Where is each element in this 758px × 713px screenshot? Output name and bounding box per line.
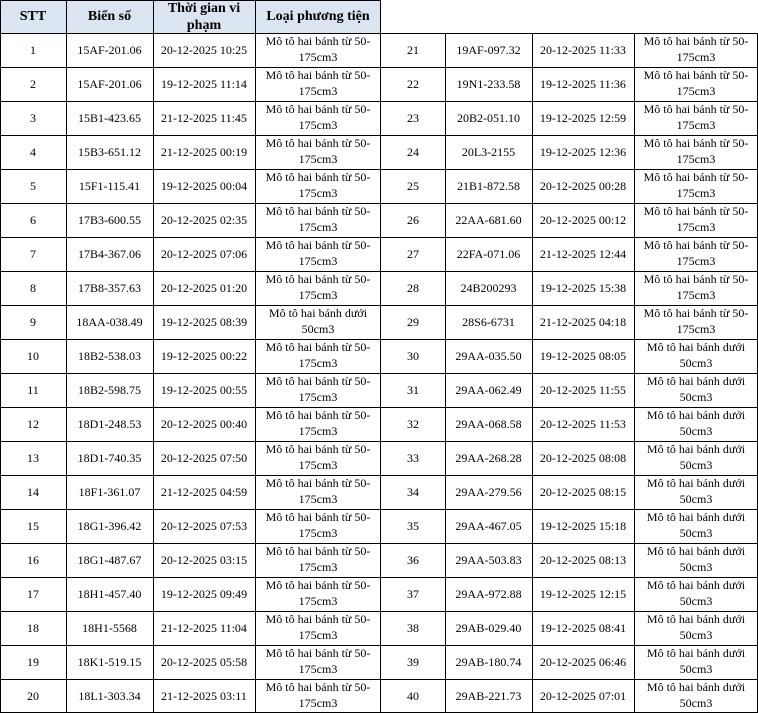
row-plate: 18G1-396.42	[77, 519, 142, 533]
row-time: 21-12-2025 11:45	[161, 111, 247, 125]
row-stt: 13	[27, 451, 39, 465]
row-vehicle-type: Mô tô hai bánh từ 50-175cm3	[265, 408, 371, 438]
row-stt: 9	[30, 315, 36, 329]
row-vehicle-type: Mô tô hai bánh dưới 50cm3	[646, 340, 746, 370]
grid-line	[0, 237, 758, 238]
grid-line	[0, 679, 758, 680]
header-vehicle-type: Loại phương tiện	[266, 8, 370, 24]
row-time: 19-12-2025 08:05	[539, 349, 627, 363]
grid-line	[0, 0, 1, 713]
row-stt: 11	[27, 383, 39, 397]
row-vehicle-type: Mô tô hai bánh từ 50-175cm3	[265, 612, 371, 642]
row-vehicle-type: Mô tô hai bánh dưới 50cm3	[646, 476, 746, 506]
row-vehicle-type: Mô tô hai bánh từ 50-175cm3	[643, 204, 749, 234]
row-time: 19-12-2025 00:55	[160, 383, 248, 397]
row-stt: 2	[30, 77, 36, 91]
row-time: 20-12-2025 11:55	[540, 383, 626, 397]
row-plate: 18G1-487.67	[77, 553, 142, 567]
row-stt: 34	[407, 485, 419, 499]
row-plate: 17B4-367.06	[78, 247, 141, 261]
row-time: 19-12-2025 15:18	[539, 519, 627, 533]
grid-line	[0, 577, 758, 578]
row-time: 20-12-2025 01:20	[160, 281, 248, 295]
grid-line	[0, 305, 758, 306]
row-vehicle-type: Mô tô hai bánh từ 50-175cm3	[265, 102, 371, 132]
row-time: 21-12-2025 04:59	[160, 485, 248, 499]
row-plate: 29AB-029.40	[455, 621, 522, 635]
grid-line	[0, 373, 758, 374]
row-vehicle-type: Mô tô hai bánh từ 50-175cm3	[643, 68, 749, 98]
grid-line	[153, 0, 154, 713]
row-stt: 21	[407, 43, 419, 57]
row-plate: 21B1-872.58	[457, 179, 520, 193]
row-time: 20-12-2025 06:46	[539, 655, 627, 669]
row-vehicle-type: Mô tô hai bánh từ 50-175cm3	[265, 442, 371, 472]
grid-line	[380, 0, 381, 713]
row-plate: 29AA-972.88	[455, 587, 522, 601]
row-stt: 16	[27, 553, 39, 567]
header-stt: STT	[19, 8, 47, 24]
row-plate: 29AA-062.49	[455, 383, 522, 397]
row-plate: 29AA-279.56	[455, 485, 522, 499]
row-stt: 23	[407, 111, 419, 125]
row-vehicle-type: Mô tô hai bánh từ 50-175cm3	[265, 238, 371, 268]
row-time: 21-12-2025 04:18	[539, 315, 627, 329]
row-stt: 17	[27, 587, 39, 601]
row-time: 20-12-2025 00:12	[539, 213, 627, 227]
row-vehicle-type: Mô tô hai bánh từ 50-175cm3	[643, 34, 749, 64]
row-stt: 29	[407, 315, 419, 329]
row-time: 20-12-2025 07:01	[539, 689, 627, 703]
row-plate: 17B8-357.63	[78, 281, 141, 295]
row-plate: 18H1-457.40	[77, 587, 142, 601]
row-stt: 28	[407, 281, 419, 295]
row-time: 20-12-2025 07:50	[160, 451, 248, 465]
grid-line	[0, 101, 758, 102]
row-plate: 18D1-248.53	[77, 417, 142, 431]
row-time: 21-12-2025 11:04	[161, 621, 247, 635]
row-time: 19-12-2025 11:14	[161, 77, 247, 91]
row-vehicle-type: Mô tô hai bánh từ 50-175cm3	[643, 272, 749, 302]
row-stt: 40	[407, 689, 419, 703]
row-vehicle-type: Mô tô hai bánh dưới 50cm3	[646, 408, 746, 438]
row-vehicle-type: Mô tô hai bánh từ 50-175cm3	[265, 374, 371, 404]
row-time: 21-12-2025 00:19	[160, 145, 248, 159]
row-vehicle-type: Mô tô hai bánh dưới 50cm3	[646, 544, 746, 574]
row-stt: 14	[27, 485, 39, 499]
row-time: 19-12-2025 08:39	[160, 315, 248, 329]
row-plate: 20B2-051.10	[457, 111, 520, 125]
grid-line	[255, 0, 256, 713]
row-vehicle-type: Mô tô hai bánh từ 50-175cm3	[265, 578, 371, 608]
row-vehicle-type: Mô tô hai bánh dưới 50cm3	[268, 306, 368, 336]
row-stt: 24	[407, 145, 419, 159]
row-vehicle-type: Mô tô hai bánh từ 50-175cm3	[265, 170, 371, 200]
row-time: 20-12-2025 05:58	[160, 655, 248, 669]
row-vehicle-type: Mô tô hai bánh từ 50-175cm3	[643, 136, 749, 166]
row-plate: 29AA-068.58	[455, 417, 522, 431]
row-vehicle-type: Mô tô hai bánh từ 50-175cm3	[643, 306, 749, 336]
row-time: 20-12-2025 00:40	[160, 417, 248, 431]
row-time: 20-12-2025 02:35	[160, 213, 248, 227]
row-plate: 18F1-361.07	[78, 485, 141, 499]
row-time: 20-12-2025 07:53	[160, 519, 248, 533]
row-plate: 20L3-2155	[461, 145, 516, 159]
row-time: 19-12-2025 12:36	[539, 145, 627, 159]
row-plate: 24B200293	[460, 281, 517, 295]
row-stt: 5	[30, 179, 36, 193]
row-time: 19-12-2025 09:49	[160, 587, 248, 601]
row-plate: 28S6-6731	[462, 315, 515, 329]
row-plate: 29AA-035.50	[455, 349, 522, 363]
row-stt: 7	[30, 247, 36, 261]
row-stt: 35	[407, 519, 419, 533]
row-stt: 8	[30, 281, 36, 295]
grid-line	[66, 0, 67, 713]
row-time: 19-12-2025 12:59	[539, 111, 627, 125]
grid-line	[0, 0, 381, 1]
grid-line	[0, 645, 758, 646]
row-time: 19-12-2025 15:38	[539, 281, 627, 295]
row-vehicle-type: Mô tô hai bánh từ 50-175cm3	[265, 510, 371, 540]
row-plate: 22AA-681.60	[455, 213, 522, 227]
row-plate: 15B1-423.65	[78, 111, 141, 125]
row-stt: 26	[407, 213, 419, 227]
row-vehicle-type: Mô tô hai bánh dưới 50cm3	[646, 680, 746, 710]
row-plate: 18AA-038.49	[76, 315, 143, 329]
row-stt: 12	[27, 417, 39, 431]
grid-line	[634, 33, 635, 713]
row-stt: 20	[27, 689, 39, 703]
row-plate: 29AA-467.05	[455, 519, 522, 533]
row-vehicle-type: Mô tô hai bánh dưới 50cm3	[646, 374, 746, 404]
row-plate: 18H1-5568	[82, 621, 137, 635]
row-time: 20-12-2025 08:15	[539, 485, 627, 499]
row-vehicle-type: Mô tô hai bánh từ 50-175cm3	[265, 476, 371, 506]
row-time: 20-12-2025 11:33	[540, 43, 626, 57]
row-vehicle-type: Mô tô hai bánh từ 50-175cm3	[265, 340, 371, 370]
row-time: 19-12-2025 00:22	[160, 349, 248, 363]
row-stt: 10	[27, 349, 39, 363]
grid-line	[0, 543, 758, 544]
grid-line	[0, 33, 758, 34]
row-vehicle-type: Mô tô hai bánh từ 50-175cm3	[265, 680, 371, 710]
row-vehicle-type: Mô tô hai bánh từ 50-175cm3	[265, 136, 371, 166]
row-vehicle-type: Mô tô hai bánh từ 50-175cm3	[643, 170, 749, 200]
row-vehicle-type: Mô tô hai bánh từ 50-175cm3	[265, 204, 371, 234]
row-stt: 33	[407, 451, 419, 465]
row-time: 19-12-2025 00:04	[160, 179, 248, 193]
row-plate: 29AB-180.74	[455, 655, 522, 669]
row-time: 20-12-2025 00:28	[539, 179, 627, 193]
row-time: 19-12-2025 11:36	[540, 77, 626, 91]
grid-line	[0, 135, 758, 136]
row-plate: 15AF-201.06	[77, 43, 142, 57]
grid-line	[0, 203, 758, 204]
row-plate: 22FA-071.06	[456, 247, 521, 261]
grid-line	[0, 169, 758, 170]
grid-line	[0, 441, 758, 442]
row-plate: 18K1-519.15	[77, 655, 142, 669]
grid-line	[0, 509, 758, 510]
row-vehicle-type: Mô tô hai bánh dưới 50cm3	[646, 646, 746, 676]
row-stt: 31	[407, 383, 419, 397]
row-stt: 38	[407, 621, 419, 635]
row-vehicle-type: Mô tô hai bánh từ 50-175cm3	[265, 272, 371, 302]
row-time: 19-12-2025 08:41	[539, 621, 627, 635]
row-stt: 18	[27, 621, 39, 635]
row-plate: 29AA-268.28	[455, 451, 522, 465]
header-plate: Biển số	[87, 8, 132, 24]
grid-line	[0, 611, 758, 612]
row-stt: 19	[27, 655, 39, 669]
row-vehicle-type: Mô tô hai bánh dưới 50cm3	[646, 578, 746, 608]
row-plate: 18D1-740.35	[77, 451, 142, 465]
row-vehicle-type: Mô tô hai bánh từ 50-175cm3	[643, 102, 749, 132]
row-stt: 15	[27, 519, 39, 533]
row-stt: 32	[407, 417, 419, 431]
row-plate: 18B2-598.75	[78, 383, 141, 397]
row-vehicle-type: Mô tô hai bánh dưới 50cm3	[646, 442, 746, 472]
row-stt: 3	[30, 111, 36, 125]
row-stt: 22	[407, 77, 419, 91]
row-plate: 17B3-600.55	[78, 213, 141, 227]
row-time: 20-12-2025 08:13	[539, 553, 627, 567]
row-plate: 29AA-503.83	[455, 553, 522, 567]
row-time: 21-12-2025 12:44	[539, 247, 627, 261]
row-stt: 36	[407, 553, 419, 567]
row-time: 20-12-2025 11:53	[540, 417, 626, 431]
row-stt: 25	[407, 179, 419, 193]
grid-line	[0, 67, 758, 68]
row-time: 20-12-2025 10:25	[160, 43, 248, 57]
row-stt: 27	[407, 247, 419, 261]
row-time: 20-12-2025 08:08	[539, 451, 627, 465]
grid-line	[0, 271, 758, 272]
row-plate: 15AF-201.06	[77, 77, 142, 91]
row-plate: 19N1-233.58	[456, 77, 521, 91]
grid-line	[532, 33, 533, 713]
row-stt: 6	[30, 213, 36, 227]
row-plate: 18L1-303.34	[78, 689, 141, 703]
row-plate: 29AB-221.73	[455, 689, 522, 703]
row-stt: 1	[30, 43, 36, 57]
grid-line	[445, 33, 446, 713]
row-stt: 37	[407, 587, 419, 601]
row-vehicle-type: Mô tô hai bánh từ 50-175cm3	[643, 238, 749, 268]
row-plate: 15F1-115.41	[78, 179, 141, 193]
row-vehicle-type: Mô tô hai bánh từ 50-175cm3	[265, 544, 371, 574]
row-time: 20-12-2025 03:15	[160, 553, 248, 567]
row-vehicle-type: Mô tô hai bánh dưới 50cm3	[646, 612, 746, 642]
row-time: 19-12-2025 12:15	[539, 587, 627, 601]
row-vehicle-type: Mô tô hai bánh từ 50-175cm3	[265, 34, 371, 64]
header-time: Thời gian vi phạm	[167, 1, 241, 33]
row-stt: 30	[407, 349, 419, 363]
row-time: 21-12-2025 03:11	[161, 689, 247, 703]
row-plate: 18B2-538.03	[78, 349, 141, 363]
row-plate: 15B3-651.12	[78, 145, 141, 159]
grid-line	[0, 475, 758, 476]
row-vehicle-type: Mô tô hai bánh từ 50-175cm3	[265, 646, 371, 676]
row-time: 20-12-2025 07:06	[160, 247, 248, 261]
row-vehicle-type: Mô tô hai bánh dưới 50cm3	[646, 510, 746, 540]
grid-line	[0, 407, 758, 408]
row-plate: 19AF-097.32	[456, 43, 521, 57]
row-stt: 4	[30, 145, 36, 159]
grid-line	[0, 339, 758, 340]
row-vehicle-type: Mô tô hai bánh từ 50-175cm3	[265, 68, 371, 98]
row-stt: 39	[407, 655, 419, 669]
